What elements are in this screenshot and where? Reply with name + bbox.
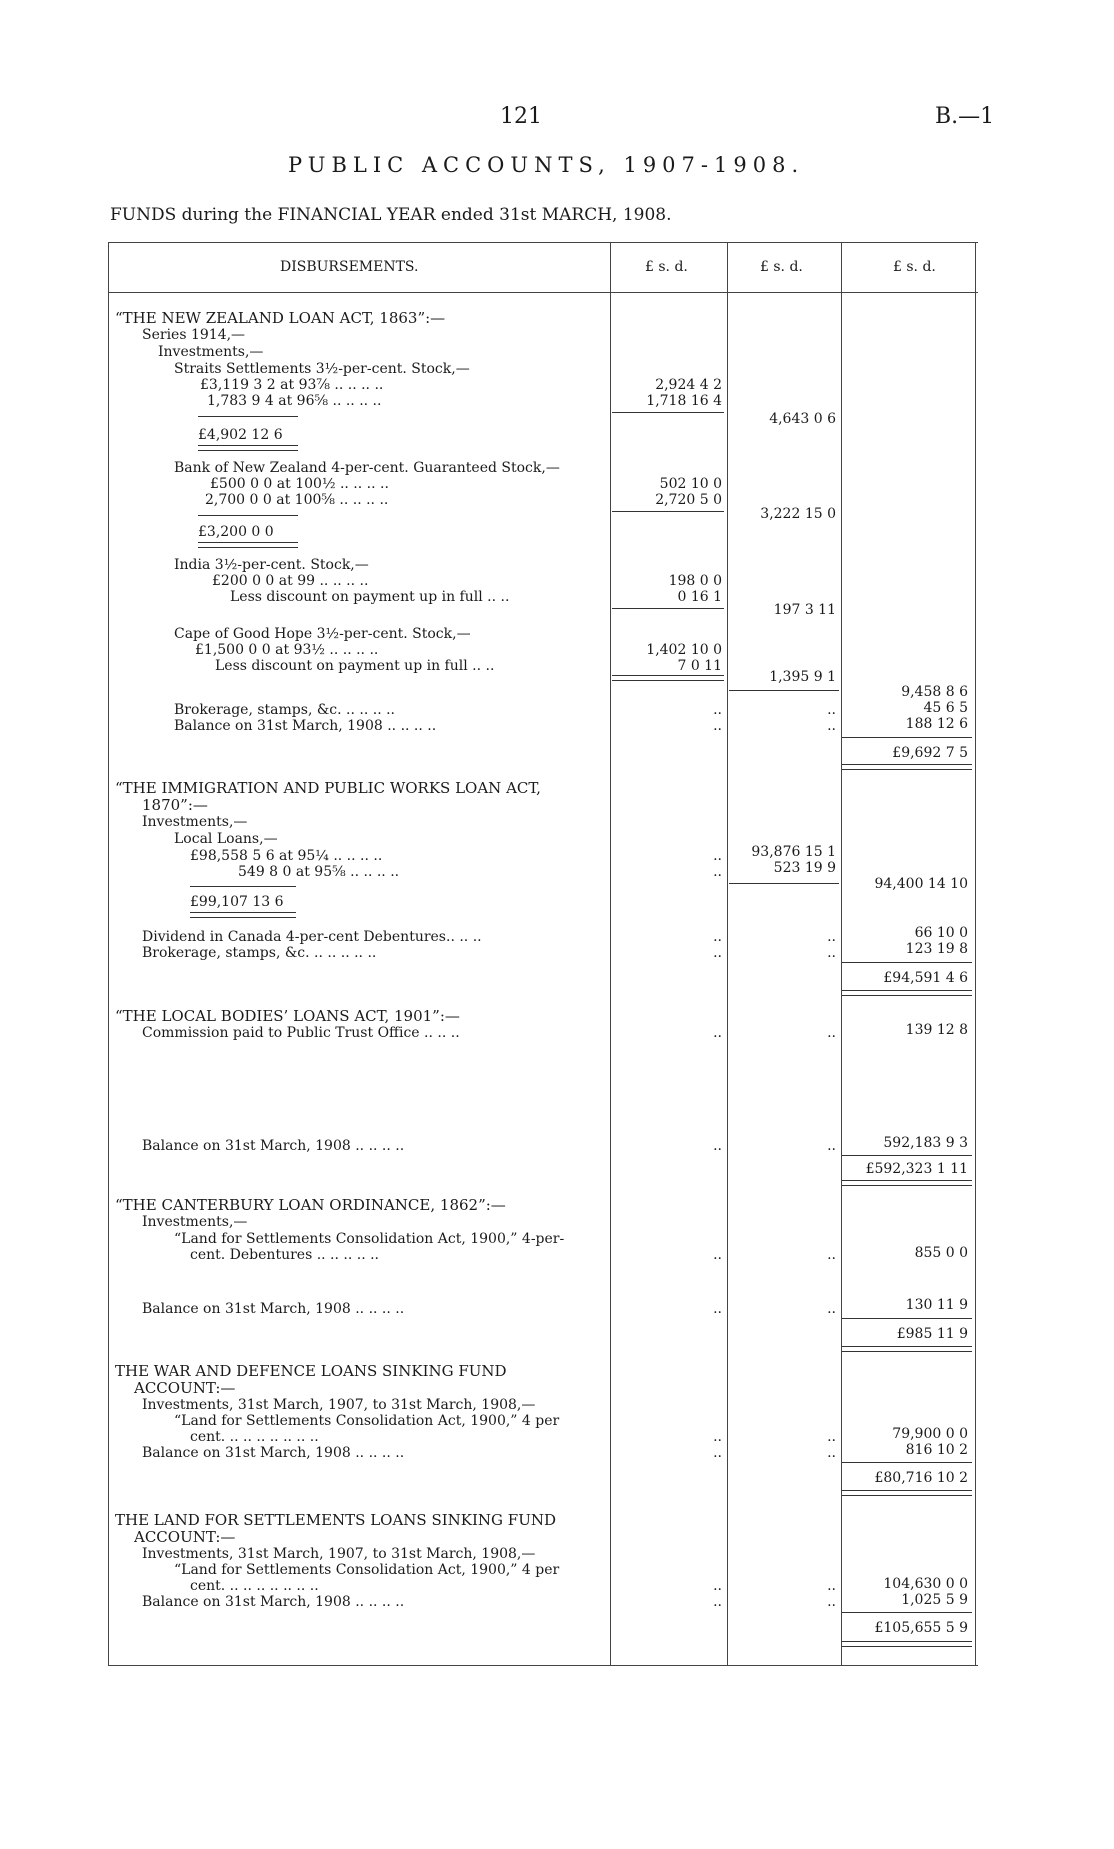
dots: ..: [827, 1138, 836, 1154]
straits-col2: 4,643 0 6: [769, 411, 836, 427]
section-heading: “THE NEW ZEALAND LOAN ACT, 1863”:—: [115, 309, 446, 327]
dots: ..: [827, 945, 836, 961]
investments-label: Investments,—: [158, 344, 264, 360]
table-left-rule: [108, 242, 109, 1665]
bank-col2: 3,222 15 0: [760, 506, 836, 522]
dots: ..: [827, 1301, 836, 1317]
cape-amount-2: 7 0 11: [677, 658, 722, 674]
page-subtitle: FUNDS during the FINANCIAL YEAR ended 31st MARCH, 1908.: [110, 205, 672, 225]
investments-label: Investments,—: [142, 1214, 248, 1230]
dots: ..: [713, 945, 722, 961]
nominal-double-rule: [190, 912, 296, 918]
land-amount: 79,900 0 0: [892, 1426, 968, 1442]
straits-nominal-total: £4,902 12 6: [198, 427, 283, 443]
dots: ..: [713, 1578, 722, 1594]
brokerage-amount: 123 19 8: [905, 941, 968, 957]
land-line-2: cent. .. .. .. .. .. .. ..: [190, 1578, 319, 1594]
cape-amount-1: 1,402 10 0: [646, 642, 722, 658]
straits-line-1: £3,119 3 2 at 93⅞ .. .. .. ..: [200, 377, 384, 393]
india-label: India 3½-per-cent. Stock,—: [174, 557, 369, 573]
balance-label: Balance on 31st March, 1908 .. .. .. ..: [142, 1594, 405, 1610]
land-line-1: “Land for Settlements Consolidation Act, 1900,” 4-per-: [174, 1231, 565, 1247]
dots: ..: [713, 929, 722, 945]
total-rule: [842, 1318, 972, 1319]
dots: ..: [827, 718, 836, 734]
bank-line-1: £500 0 0 at 100½ .. .. .. ..: [210, 476, 389, 492]
subtotal-rule: [729, 690, 839, 691]
section-heading: “THE LOCAL BODIES’ LOANS ACT, 1901”:—: [115, 1007, 460, 1025]
dots: ..: [827, 1247, 836, 1263]
balance-amount: 1,025 5 9: [901, 1592, 968, 1608]
total-double-rule: [842, 764, 972, 770]
cape-line-1: £1,500 0 0 at 93½ .. .. .. ..: [195, 642, 379, 658]
table-top-rule: [108, 242, 978, 243]
local-line-2: 549 8 0 at 95⅝ .. .. .. ..: [238, 864, 400, 880]
section-heading: THE LAND FOR SETTLEMENTS LOANS SINKING FUND: [115, 1511, 556, 1529]
local-nominal-total: £99,107 13 6: [190, 894, 284, 910]
commission-amount: 139 12 8: [905, 1022, 968, 1038]
section-total: £985 11 9: [896, 1326, 968, 1342]
local-amount-1: 93,876 15 1: [751, 844, 836, 860]
bank-line-2: 2,700 0 0 at 100⅝ .. .. .. ..: [205, 492, 389, 508]
balance-label: Balance on 31st March, 1908 .. .. .. ..: [142, 1301, 405, 1317]
land-line-1: “Land for Settlements Consolidation Act, 1900,” 4 per: [174, 1562, 560, 1578]
disbursements-header: DISBURSEMENTS.: [280, 259, 419, 275]
india-col2: 197 3 11: [773, 602, 836, 618]
dots: ..: [827, 1594, 836, 1610]
investments-label: Investments,—: [142, 814, 248, 830]
balance-amount: 592,183 9 3: [883, 1135, 968, 1151]
land-amount: 855 0 0: [914, 1245, 968, 1261]
bank-nominal-total: £3,200 0 0: [198, 524, 274, 540]
brokerage-label: Brokerage, stamps, &c. .. .. .. .. ..: [142, 945, 377, 961]
section-heading-cont: ACCOUNT:—: [134, 1528, 236, 1546]
subtotal-rule: [612, 412, 724, 413]
section-heading-cont: 1870”:—: [142, 796, 208, 814]
subtotal-rule: [729, 883, 839, 884]
nominal-double-rule: [198, 542, 298, 548]
land-line-2: cent. Debentures .. .. .. .. ..: [190, 1247, 379, 1263]
section-total: £94,591 4 6: [883, 970, 968, 986]
section-heading-cont: ACCOUNT:—: [134, 1379, 236, 1397]
section-total: £592,323 1 11: [865, 1161, 968, 1177]
india-amount-2: 0 16 1: [677, 589, 722, 605]
brokerage-label: Brokerage, stamps, &c. .. .. .. ..: [174, 702, 395, 718]
section-heading: “THE CANTERBURY LOAN ORDINANCE, 1862”:—: [115, 1196, 506, 1214]
column-header-1: £ s. d.: [645, 259, 688, 275]
total-rule: [842, 1462, 972, 1463]
total-double-rule: [842, 1346, 972, 1352]
table-right-rule: [975, 242, 976, 1665]
dots: ..: [827, 1429, 836, 1445]
dots: ..: [713, 718, 722, 734]
nominal-double-rule: [198, 445, 298, 451]
india-line-1: £200 0 0 at 99 .. .. .. ..: [212, 573, 369, 589]
column-header-3: £ s. d.: [893, 259, 936, 275]
investments-total: 94,400 14 10: [874, 876, 968, 892]
nominal-rule: [198, 416, 298, 417]
total-double-rule: [842, 1180, 972, 1186]
dots: ..: [713, 1594, 722, 1610]
balance-label: Balance on 31st March, 1908 .. .. .. ..: [142, 1445, 405, 1461]
section-total: £105,655 5 9: [874, 1620, 968, 1636]
dots: ..: [713, 1445, 722, 1461]
cape-col2: 1,395 9 1: [769, 669, 836, 685]
dots: ..: [713, 702, 722, 718]
total-rule: [842, 1155, 972, 1156]
dots: ..: [827, 929, 836, 945]
total-rule: [842, 737, 972, 738]
dots: ..: [713, 864, 722, 880]
bank-amount-2: 2,720 5 0: [655, 492, 722, 508]
dividend-amount: 66 10 0: [914, 925, 968, 941]
india-line-2: Less discount on payment up in full .. ..: [230, 589, 510, 605]
dividend-label: Dividend in Canada 4-per-cent Debentures.. .. ..: [142, 929, 482, 945]
straits-amount-1: 2,924 4 2: [655, 377, 722, 393]
balance-amount: 130 11 9: [905, 1297, 968, 1313]
dots: ..: [827, 1025, 836, 1041]
straits-line-2: 1,783 9 4 at 96⅝ .. .. .. ..: [207, 393, 382, 409]
bank-amount-1: 502 10 0: [659, 476, 722, 492]
balance-amount: 816 10 2: [905, 1442, 968, 1458]
dots: ..: [713, 1138, 722, 1154]
straits-amount-2: 1,718 16 4: [646, 393, 722, 409]
india-amount-1: 198 0 0: [668, 573, 722, 589]
dots: ..: [713, 1247, 722, 1263]
page-title: PUBLIC ACCOUNTS, 1907-1908.: [288, 153, 805, 177]
balance-amount: 188 12 6: [905, 716, 968, 732]
cape-line-2: Less discount on payment up in full .. ..: [215, 658, 495, 674]
total-rule: [842, 1612, 972, 1613]
page-code: B.—1: [935, 104, 995, 129]
land-line-1: “Land for Settlements Consolidation Act, 1900,” 4 per: [174, 1413, 560, 1429]
investments-label: Investments, 31st March, 1907, to 31st March, 1908,—: [142, 1546, 536, 1562]
dots: ..: [827, 702, 836, 718]
subtotal-rule: [612, 608, 724, 609]
dots: ..: [713, 1301, 722, 1317]
balance-label: Balance on 31st March, 1908 .. .. .. ..: [142, 1138, 405, 1154]
table-header-rule: [108, 292, 978, 293]
column-header-2: £ s. d.: [760, 259, 803, 275]
dots: ..: [713, 848, 722, 864]
balance-label: Balance on 31st March, 1908 .. .. .. ..: [174, 718, 437, 734]
commission-label: Commission paid to Public Trust Office .. .. ..: [142, 1025, 460, 1041]
total-double-rule: [842, 1641, 972, 1647]
subtotal-double-rule: [612, 675, 724, 681]
nominal-rule: [190, 886, 296, 887]
section-heading: THE WAR AND DEFENCE LOANS SINKING FUND: [115, 1362, 507, 1380]
section-total: £80,716 10 2: [874, 1470, 968, 1486]
dots: ..: [713, 1429, 722, 1445]
subtotal-rule: [612, 511, 724, 512]
local-loans-label: Local Loans,—: [174, 831, 278, 847]
dots: ..: [827, 1445, 836, 1461]
table-bottom-rule: [108, 1665, 978, 1666]
local-line-1: £98,558 5 6 at 95¼ .. .. .. ..: [190, 848, 383, 864]
dots: ..: [827, 1578, 836, 1594]
land-line-2: cent. .. .. .. .. .. .. ..: [190, 1429, 319, 1445]
local-amount-2: 523 19 9: [773, 860, 836, 876]
section-total: £9,692 7 5: [892, 745, 968, 761]
cape-label: Cape of Good Hope 3½-per-cent. Stock,—: [174, 626, 471, 642]
dots: ..: [713, 1025, 722, 1041]
investments-label: Investments, 31st March, 1907, to 31st March, 1908,—: [142, 1397, 536, 1413]
total-double-rule: [842, 1490, 972, 1496]
total-rule: [842, 962, 972, 963]
series-label: Series 1914,—: [142, 327, 246, 343]
page-number: 121: [500, 104, 542, 129]
bank-label: Bank of New Zealand 4-per-cent. Guaranteed Stock,—: [174, 460, 560, 476]
straits-label: Straits Settlements 3½-per-cent. Stock,—: [174, 361, 470, 377]
land-amount: 104,630 0 0: [883, 1576, 968, 1592]
brokerage-amount: 45 6 5: [923, 700, 968, 716]
nominal-rule: [198, 515, 298, 516]
section-heading: “THE IMMIGRATION AND PUBLIC WORKS LOAN ACT,: [115, 779, 541, 797]
investments-total: 9,458 8 6: [901, 684, 968, 700]
total-double-rule: [842, 990, 972, 996]
